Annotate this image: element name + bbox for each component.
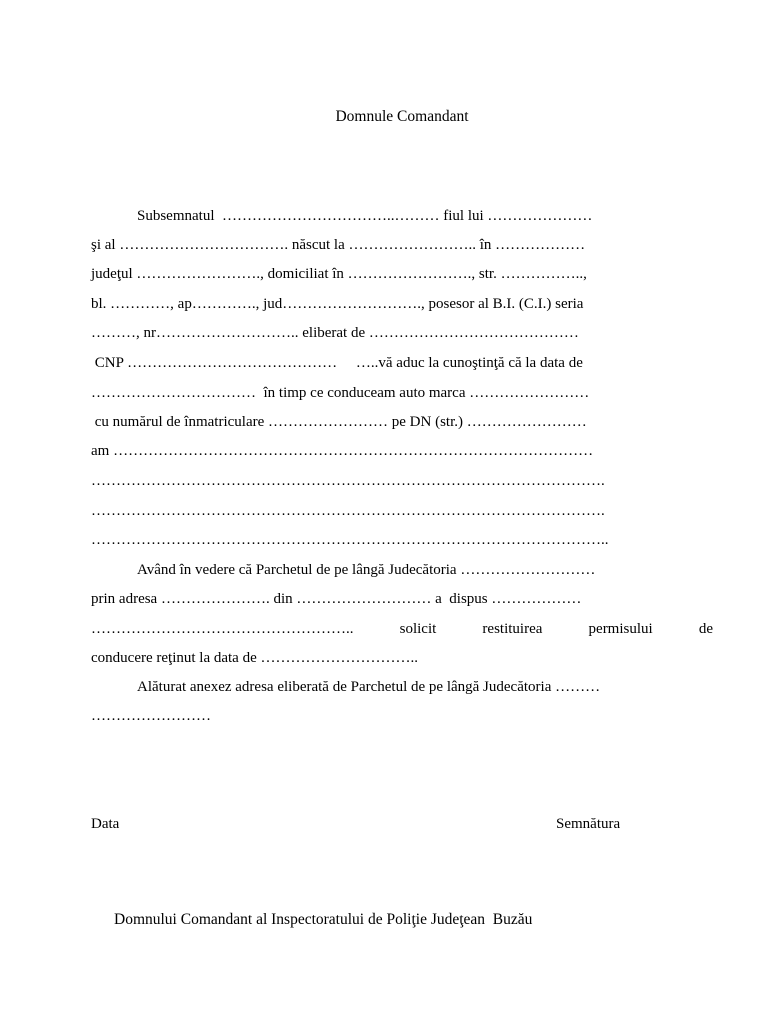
body-line-2: şi al ……………………………. născut la …………………….. în ……………… bbox=[91, 237, 586, 253]
body-line-15: …………………………………………….. solicit restituirea permisului de bbox=[91, 621, 713, 637]
body-line-14: prin adresa …………………. din ……………………… a dispus ……………… bbox=[91, 591, 582, 607]
body-line-3: judeţul ……………………., domiciliat în ……………………., str. …………….., bbox=[91, 266, 587, 282]
date-label: Data bbox=[91, 816, 120, 832]
body-line-16: conducere reţinut la data de ………………………….. bbox=[91, 650, 418, 666]
body-line-9: am …………………………………………………………………………………… bbox=[91, 443, 594, 459]
body-line-12: ………………………………………………………………………………………….. bbox=[91, 532, 609, 548]
body-line-4: bl. …………, ap…………., jud………………………., posesor al B.I. (C.I.) seria bbox=[91, 296, 584, 312]
body-line-10: …………………………………………………………………………………………. bbox=[91, 473, 605, 489]
body-line-1: Subsemnatul ……………………………..……… fiul lui ………………… bbox=[137, 208, 593, 224]
body-line-17: Alăturat anexez adresa eliberată de Parchetul de pe lângă Judecătoria ……… bbox=[137, 679, 601, 695]
addressee-line: Domnului Comandant al Inspectoratului de Poliţie Judeţean Buzău bbox=[114, 911, 533, 928]
signature-label: Semnătura bbox=[556, 816, 621, 832]
body-line-8: cu numărul de înmatriculare …………………… pe DN (str.) …………………… bbox=[91, 414, 587, 430]
body-line-5: ………, nr……………………….. eliberat de …………………………………… bbox=[91, 325, 579, 341]
body-line-7: …………………………… în timp ce conduceam auto marca …………………… bbox=[91, 385, 590, 401]
body-line-18: …………………… bbox=[91, 708, 211, 724]
body-line-13: Având în vedere că Parchetul de pe lângă Judecătoria ……………………… bbox=[137, 562, 596, 578]
body-line-11: …………………………………………………………………………………………. bbox=[91, 503, 605, 519]
document-title: Domnule Comandant bbox=[335, 108, 469, 125]
body-line-6: CNP …………………………………… …..vă aduc la cunoştinţă că la data de bbox=[91, 355, 583, 371]
